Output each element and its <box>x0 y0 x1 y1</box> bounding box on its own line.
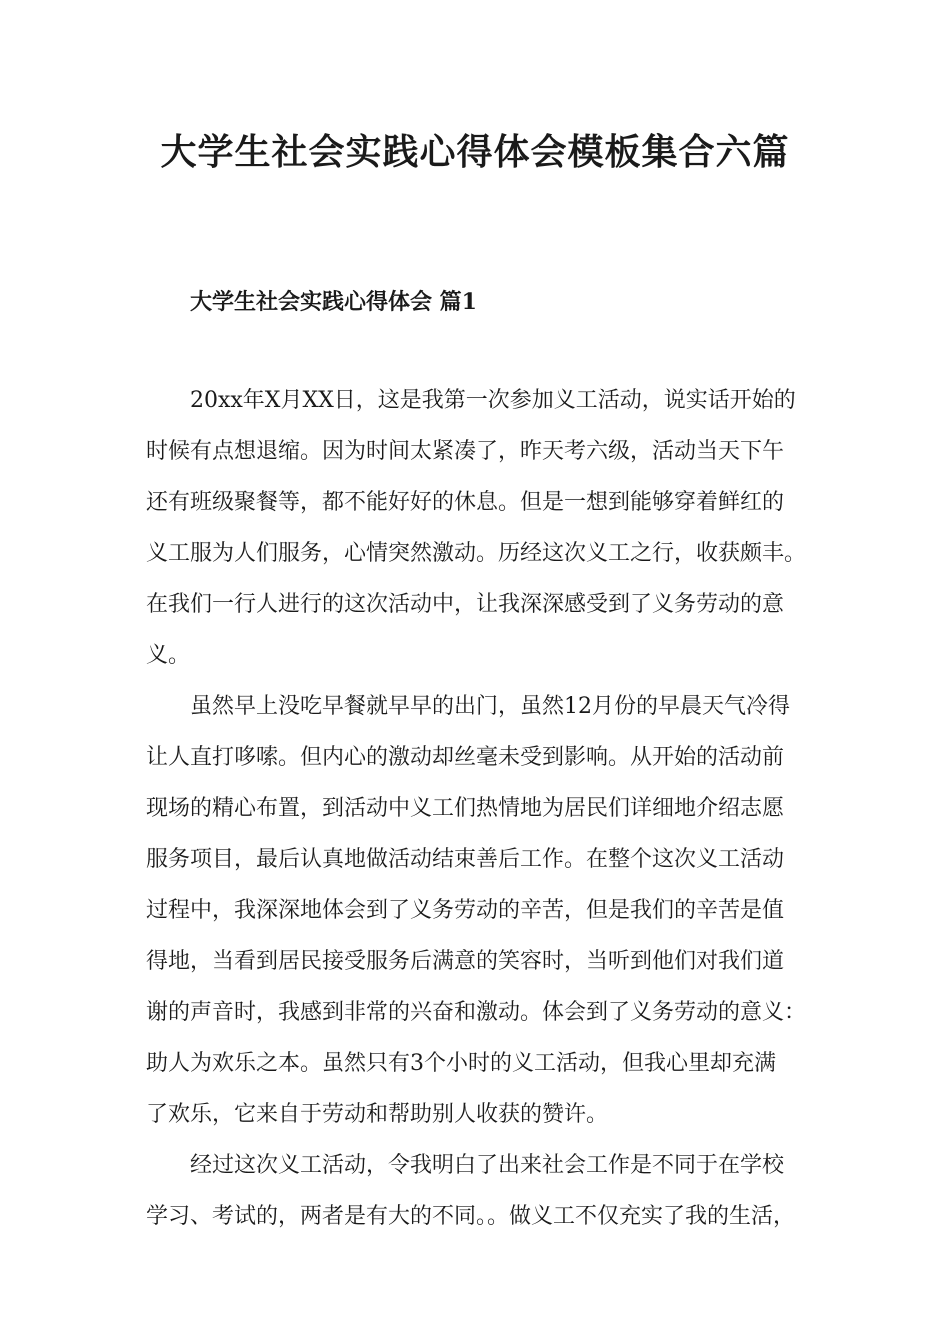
paragraph-line: 现场的精心布置，到活动中义工们热情地为居民们详细地介绍志愿 <box>146 796 785 821</box>
paragraph-line: 服务项目，最后认真地做活动结束善后工作。在整个这次义工活动 <box>146 847 785 872</box>
paragraph-line: 得地，当看到居民接受服务后满意的笑容时，当听到他们对我们道 <box>146 949 785 974</box>
section-heading: 大学生社会实践心得体会 篇1 <box>190 289 477 315</box>
paragraph <box>146 681 830 1140</box>
paragraph-line: 让人直打哆嗦。但内心的激动却丝毫未受到影响。从开始的活动前 <box>146 745 785 770</box>
paragraph <box>146 375 830 681</box>
paragraph-line: 在我们一行人进行的这次活动中，让我深深感受到了义务劳动的意 <box>146 592 785 617</box>
paragraph-line: 虽然早上没吃早餐就早早的出门，虽然12月份的早晨天气冷得 <box>190 694 790 719</box>
paragraph-line: 经过这次义工活动，令我明白了出来社会工作是不同于在学校 <box>190 1153 785 1178</box>
paragraph <box>146 1140 830 1242</box>
paragraph-line: 20xx年X月XX日，这是我第一次参加义工活动，说实话开始的 <box>190 388 796 413</box>
paragraph-line: 义。 <box>146 643 191 668</box>
paragraph-line: 时候有点想退缩。因为时间太紧凑了，昨天考六级，活动当天下午 <box>146 439 785 464</box>
paragraph-line: 过程中，我深深地体会到了义务劳动的辛苦，但是我们的辛苦是值 <box>146 898 785 923</box>
paragraph-line: 学习、考试的，两者是有大的不同。。做义工不仅充实了我的生活， <box>146 1204 796 1229</box>
paragraph-line: 谢的声音时，我感到非常的兴奋和激动。体会到了义务劳动的意义： <box>146 1000 807 1025</box>
paragraph-line: 助人为欢乐之本。虽然只有3个小时的义工活动，但我心里却充满 <box>146 1051 776 1076</box>
paragraph-line: 了欢乐，它来自于劳动和帮助别人收获的赞许。 <box>146 1102 609 1127</box>
document-title: 大学生社会实践心得体会模板集合六篇 <box>160 132 790 173</box>
body-text <box>146 375 830 1242</box>
paragraph-line: 还有班级聚餐等，都不能好好的休息。但是一想到能够穿着鲜红的 <box>146 490 785 515</box>
paragraph-line: 义工服为人们服务，心情突然激动。历经这次义工之行，收获颇丰。 <box>146 541 807 566</box>
